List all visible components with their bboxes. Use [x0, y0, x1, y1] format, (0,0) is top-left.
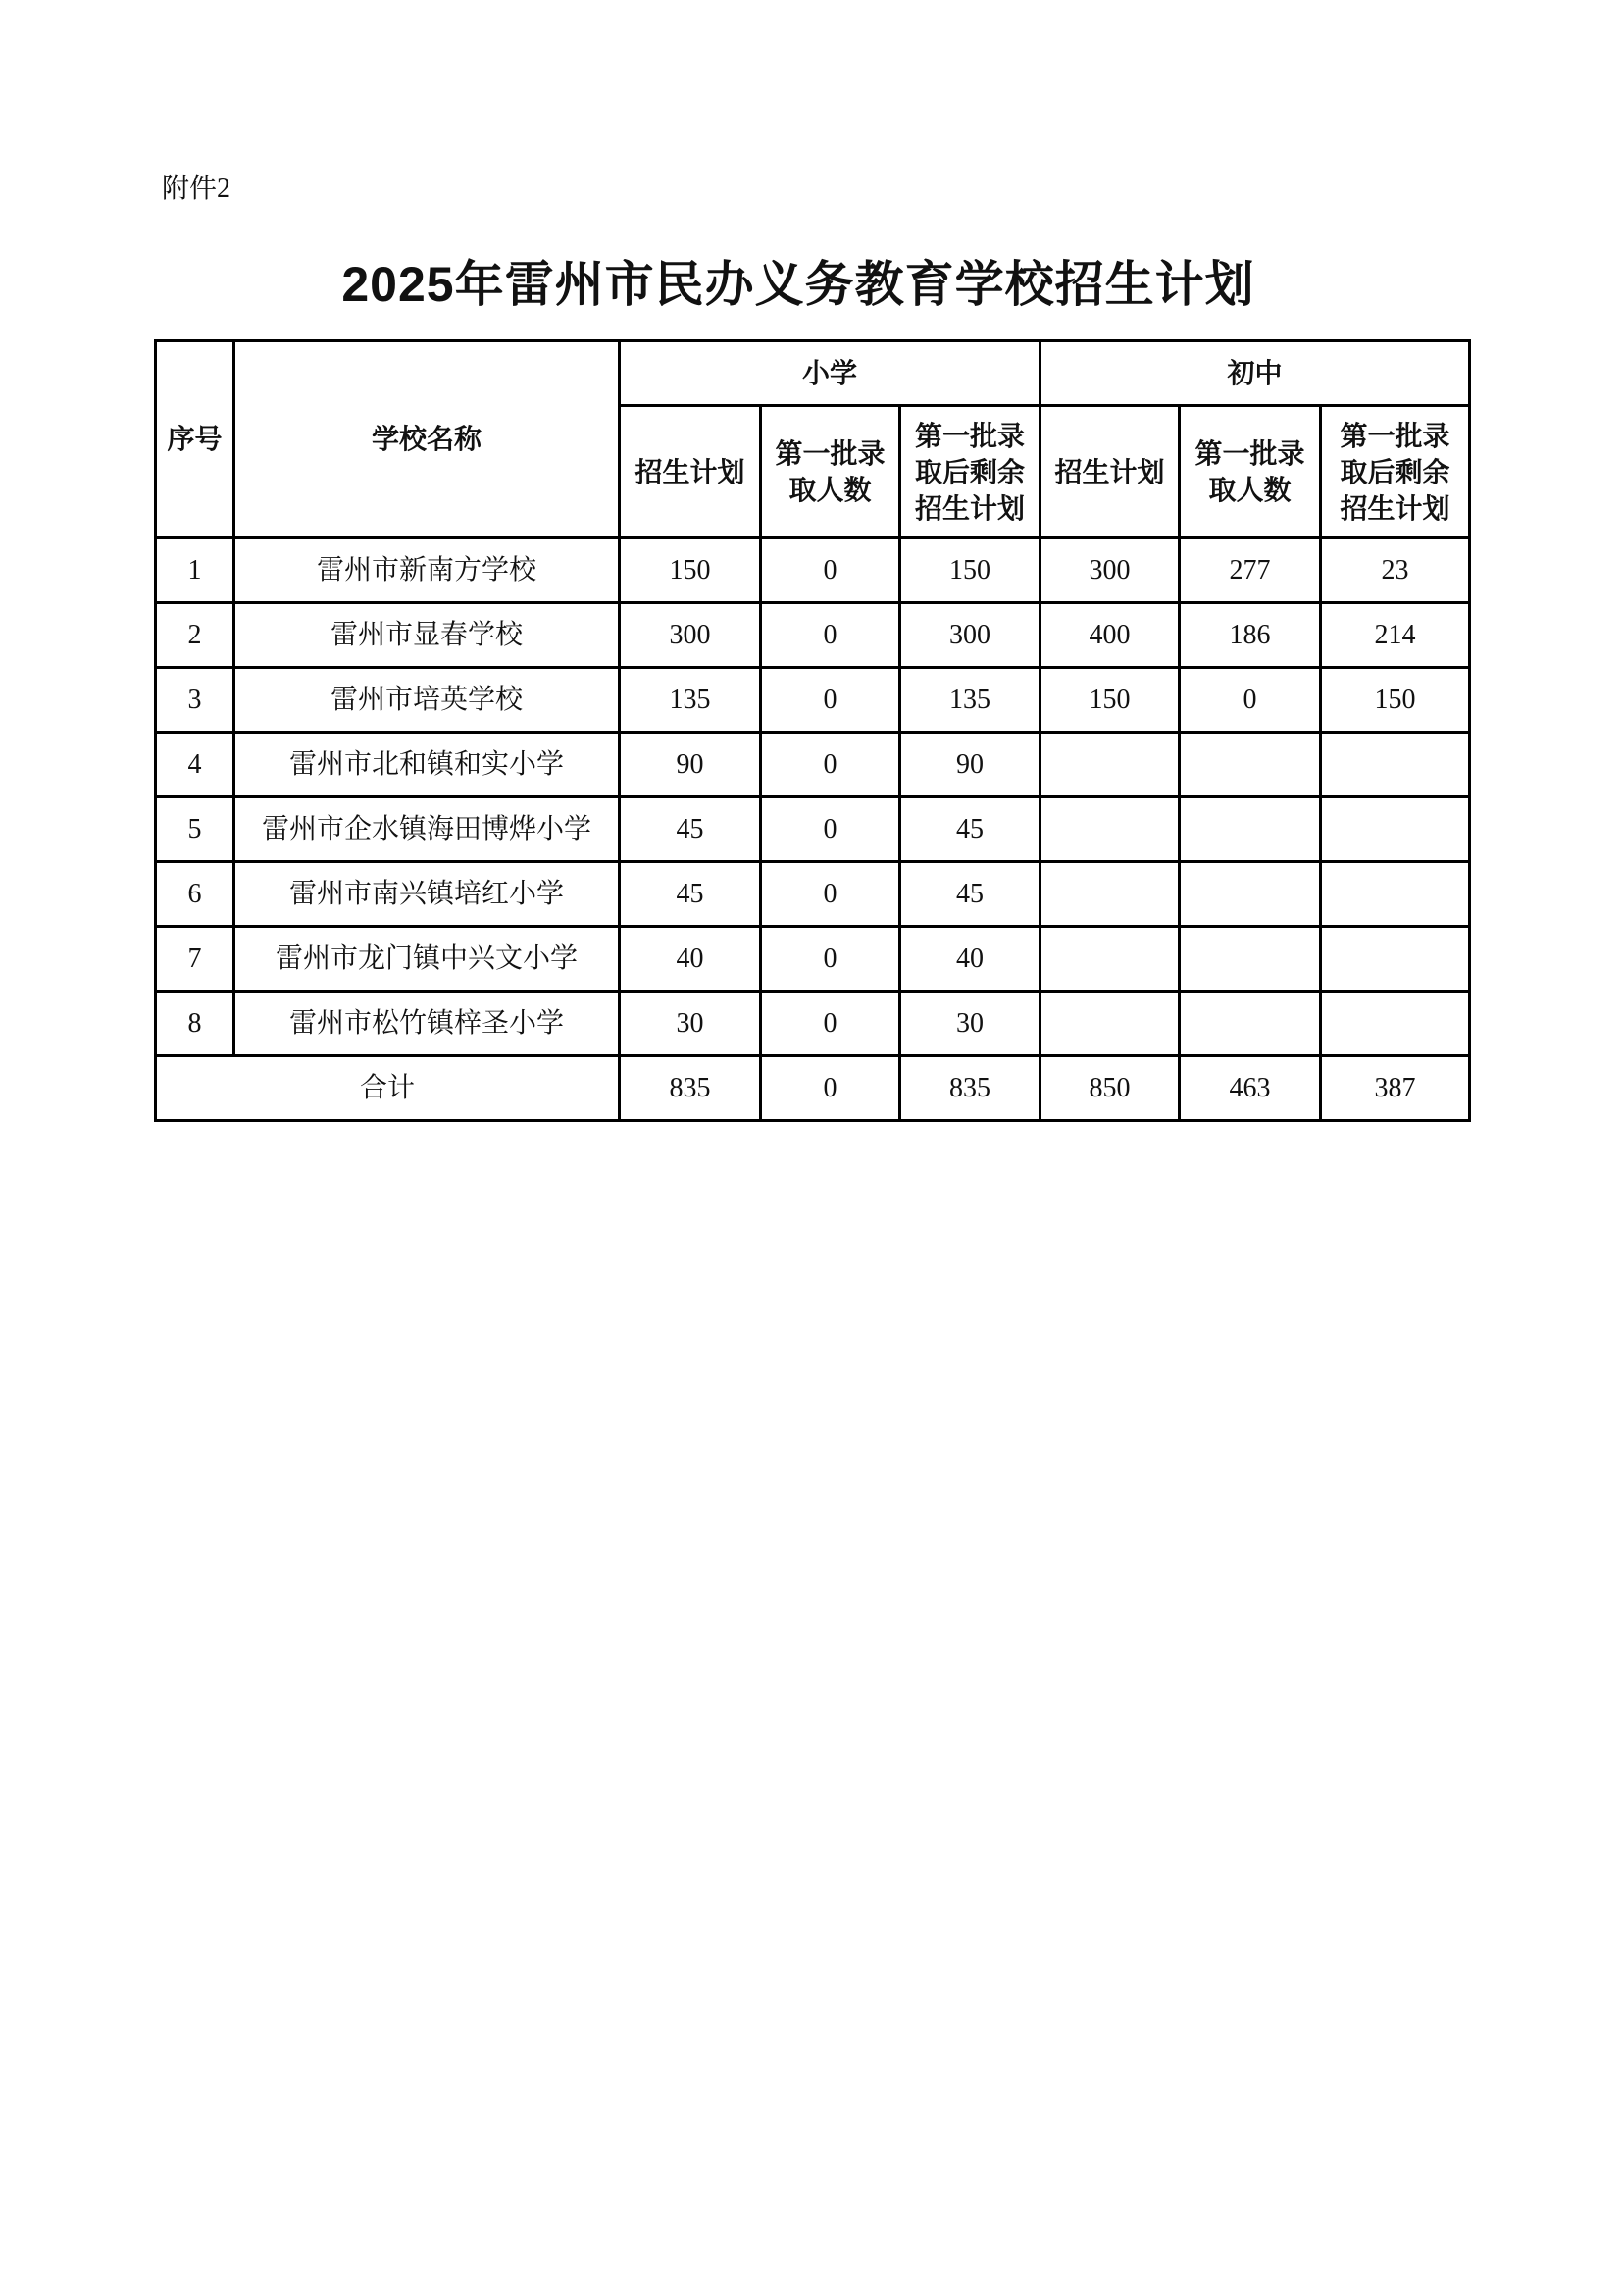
junior-admitted — [1180, 862, 1321, 927]
primary-plan: 45 — [620, 862, 761, 927]
header-junior-remaining: 第一批录 取后剩余 招生计划 — [1321, 406, 1470, 538]
total-junior-plan: 850 — [1040, 1056, 1180, 1121]
primary-plan: 30 — [620, 992, 761, 1056]
total-primary-admitted: 0 — [761, 1056, 900, 1121]
primary-remaining: 90 — [900, 733, 1040, 797]
junior-plan: 150 — [1040, 668, 1180, 733]
total-primary-plan: 835 — [620, 1056, 761, 1121]
primary-admitted: 0 — [761, 927, 900, 992]
row-school-name: 雷州市显春学校 — [234, 603, 620, 668]
junior-admitted: 186 — [1180, 603, 1321, 668]
junior-admitted — [1180, 927, 1321, 992]
primary-admitted: 0 — [761, 603, 900, 668]
enrollment-plan-table — [154, 339, 1471, 1122]
total-primary-remaining: 835 — [900, 1056, 1040, 1121]
header-group-primary: 小学 — [620, 341, 1040, 406]
row-school-name: 雷州市龙门镇中兴文小学 — [234, 927, 620, 992]
primary-remaining: 300 — [900, 603, 1040, 668]
primary-remaining: 135 — [900, 668, 1040, 733]
table-row — [156, 862, 1470, 927]
primary-plan: 90 — [620, 733, 761, 797]
junior-admitted — [1180, 797, 1321, 862]
primary-admitted: 0 — [761, 668, 900, 733]
row-index: 6 — [156, 862, 234, 927]
primary-remaining: 45 — [900, 797, 1040, 862]
junior-admitted — [1180, 733, 1321, 797]
junior-admitted — [1180, 992, 1321, 1056]
junior-remaining — [1321, 797, 1470, 862]
primary-admitted: 0 — [761, 862, 900, 927]
header-row-groups — [156, 341, 1470, 406]
table-row — [156, 797, 1470, 862]
junior-admitted: 0 — [1180, 668, 1321, 733]
table-row — [156, 927, 1470, 992]
primary-plan: 40 — [620, 927, 761, 992]
table-row — [156, 668, 1470, 733]
total-row — [156, 1056, 1470, 1121]
total-junior-admitted: 463 — [1180, 1056, 1321, 1121]
total-label: 合计 — [156, 1056, 620, 1121]
junior-remaining: 23 — [1321, 538, 1470, 603]
header-primary-admitted: 第一批录 取人数 — [761, 406, 900, 538]
header-junior-admitted: 第一批录 取人数 — [1180, 406, 1321, 538]
header-index: 序号 — [156, 341, 234, 538]
row-index: 3 — [156, 668, 234, 733]
header-group-junior: 初中 — [1040, 341, 1470, 406]
junior-admitted: 277 — [1180, 538, 1321, 603]
junior-plan — [1040, 733, 1180, 797]
junior-plan — [1040, 927, 1180, 992]
total-junior-remaining: 387 — [1321, 1056, 1470, 1121]
junior-remaining: 150 — [1321, 668, 1470, 733]
primary-admitted: 0 — [761, 733, 900, 797]
attachment-label: 附件2 — [162, 174, 231, 204]
table-row — [156, 603, 1470, 668]
junior-remaining — [1321, 927, 1470, 992]
row-school-name: 雷州市北和镇和实小学 — [234, 733, 620, 797]
primary-remaining: 45 — [900, 862, 1040, 927]
row-index: 4 — [156, 733, 234, 797]
table-row — [156, 733, 1470, 797]
primary-plan: 45 — [620, 797, 761, 862]
primary-plan: 300 — [620, 603, 761, 668]
primary-remaining: 30 — [900, 992, 1040, 1056]
row-index: 8 — [156, 992, 234, 1056]
table-row — [156, 538, 1470, 603]
junior-remaining — [1321, 733, 1470, 797]
page-title: 2025年雷州市民办义务教育学校招生计划 — [341, 257, 1255, 312]
row-index: 1 — [156, 538, 234, 603]
junior-remaining — [1321, 862, 1470, 927]
primary-remaining: 40 — [900, 927, 1040, 992]
junior-plan: 400 — [1040, 603, 1180, 668]
row-school-name: 雷州市松竹镇梓圣小学 — [234, 992, 620, 1056]
header-school-name: 学校名称 — [234, 341, 620, 538]
table-row — [156, 992, 1470, 1056]
row-index: 2 — [156, 603, 234, 668]
primary-admitted: 0 — [761, 797, 900, 862]
junior-plan — [1040, 992, 1180, 1056]
junior-plan — [1040, 862, 1180, 927]
junior-remaining: 214 — [1321, 603, 1470, 668]
row-school-name: 雷州市南兴镇培红小学 — [234, 862, 620, 927]
header-primary-remaining: 第一批录 取后剩余 招生计划 — [900, 406, 1040, 538]
row-index: 7 — [156, 927, 234, 992]
junior-plan — [1040, 797, 1180, 862]
row-school-name: 雷州市培英学校 — [234, 668, 620, 733]
junior-plan: 300 — [1040, 538, 1180, 603]
row-school-name: 雷州市企水镇海田博烨小学 — [234, 797, 620, 862]
primary-admitted: 0 — [761, 538, 900, 603]
junior-remaining — [1321, 992, 1470, 1056]
row-school-name: 雷州市新南方学校 — [234, 538, 620, 603]
primary-plan: 150 — [620, 538, 761, 603]
primary-remaining: 150 — [900, 538, 1040, 603]
header-junior-plan: 招生计划 — [1040, 406, 1180, 538]
row-index: 5 — [156, 797, 234, 862]
header-primary-plan: 招生计划 — [620, 406, 761, 538]
primary-plan: 135 — [620, 668, 761, 733]
primary-admitted: 0 — [761, 992, 900, 1056]
